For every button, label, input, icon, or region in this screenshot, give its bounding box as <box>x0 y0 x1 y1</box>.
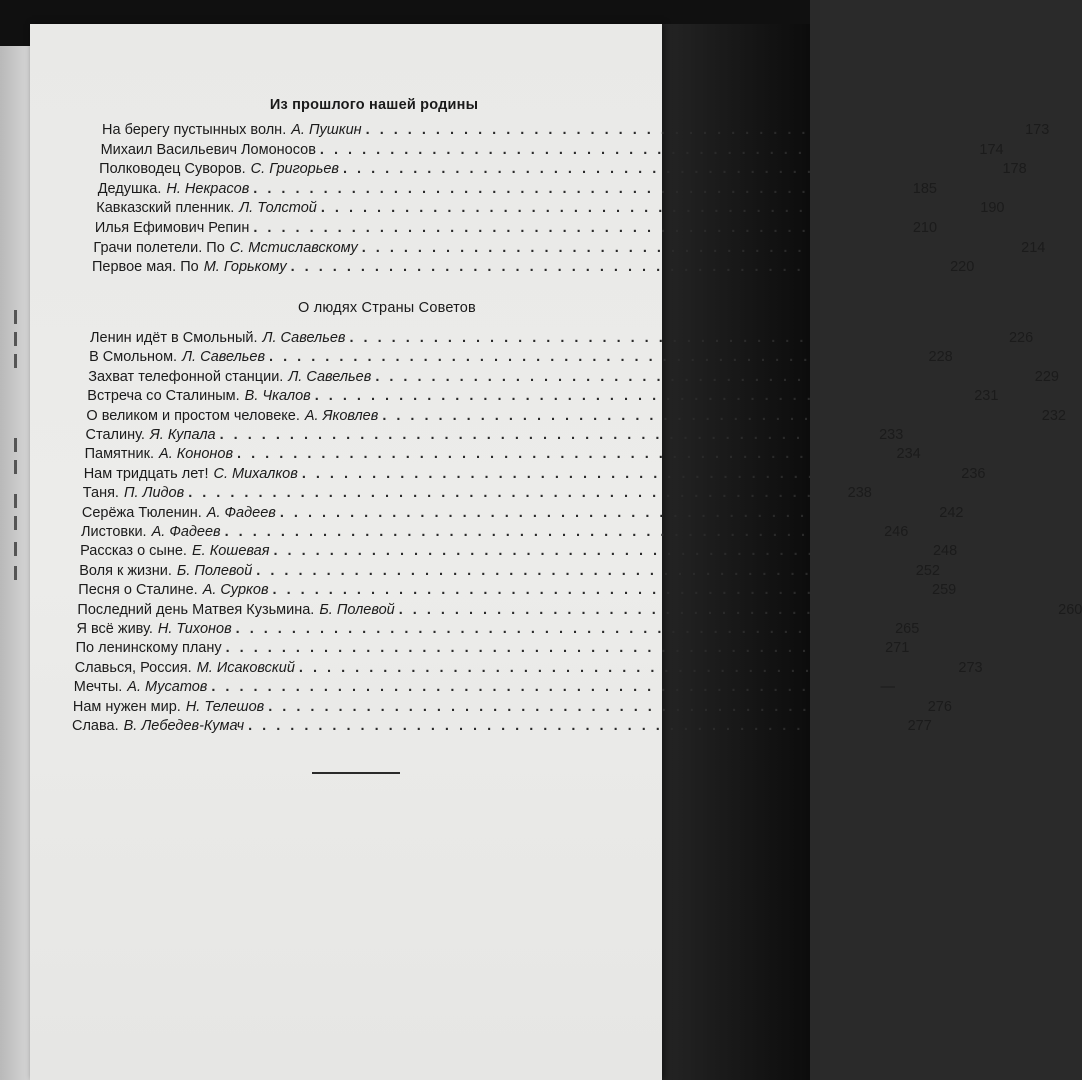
entry-page-number: 231 <box>974 388 999 405</box>
entry-page-number: 210 <box>912 220 938 236</box>
entry-title: Серёжа Тюленин. <box>81 504 202 521</box>
entry-author: Н. Телешов <box>185 698 265 715</box>
leader-dots: . . . . . . . . . . . . . . . . . . . . . . . . . . . . . . . . . . . . . . . . . . . . . . . <box>290 259 945 276</box>
entry-page-number: 220 <box>950 259 975 276</box>
entry-author: Л. Савельев <box>288 368 372 385</box>
leader-dots: . . . . . . . . . . . . . . . . . . . . . . . . . . . . . . . . . . . . . . . . . . . . . . . <box>211 679 866 696</box>
toc-entry <box>81 524 909 544</box>
entry-author: В. Лебедев-Кумач <box>123 718 245 734</box>
section-title-1: Из прошлого нашей родины <box>269 97 479 113</box>
entry-page-number: 185 <box>912 180 937 197</box>
entry-page-number: 242 <box>939 504 964 521</box>
toc-entry <box>72 718 932 738</box>
entry-page-number: — <box>880 679 896 696</box>
entry-author: С. Григорьев <box>250 161 339 178</box>
entry-page-number: 233 <box>879 427 904 443</box>
entry-title: Захват телефонной станции. <box>88 368 284 385</box>
entry-author: Б. Полевой <box>176 562 253 579</box>
entry-title: По ленинскому плану <box>75 640 222 657</box>
toc-entry <box>73 679 896 699</box>
entry-page-number: 259 <box>932 582 957 599</box>
entry-title: Грачи полетели. По <box>93 239 225 256</box>
entry-page-number: 229 <box>1034 368 1059 385</box>
entry-title: Листовки. <box>81 524 147 540</box>
entry-title: Нам тридцать лет! <box>83 465 209 482</box>
entry-title: В Смольном. <box>89 349 178 366</box>
entry-author: С. Мстиславскому <box>229 239 358 256</box>
entry-author: Е. Кошевая <box>191 543 270 560</box>
leader-dots: . . . . . . . . . . . . . . . . . . . . . . . . . . . . . . . . . . . . . . . . . . . . . . . <box>225 640 880 657</box>
entry-page-number: 260 <box>1058 601 1082 618</box>
toc-entry <box>75 640 910 660</box>
entry-author: А. Кононов <box>159 446 234 463</box>
toc-entry <box>99 161 1027 181</box>
entry-author: Л. Савельев <box>262 330 346 346</box>
entry-title: Мечты. <box>73 679 123 696</box>
entry-page-number: 271 <box>885 640 910 657</box>
toc-entry <box>77 601 1082 622</box>
entry-page-number: 190 <box>980 200 1005 217</box>
toc-entry <box>102 122 1050 142</box>
entry-page-number: 232 <box>1041 407 1066 424</box>
leader-dots: . . . . . . . . . . . . . . . . . . . . . . . . . . . . . . . . . . . . . . . . . . . . . . . <box>256 562 910 579</box>
toc-entry <box>74 659 983 680</box>
toc-entry <box>78 582 957 602</box>
toc-entry <box>89 349 953 369</box>
toc-entry <box>92 259 975 279</box>
entry-author: Я. Купала <box>149 427 216 443</box>
toc-entry <box>88 368 1059 389</box>
leader-dots: . . . . . . . . . . . . . . . . . . . . . . . . . . . . . . . . . . . . . . . . . . . . . . . <box>314 388 969 405</box>
entry-author: Л. Савельев <box>182 349 266 366</box>
entry-author: М. Исаковский <box>196 659 295 676</box>
entry-author: А. Пушкин <box>291 122 362 138</box>
leader-dots: . . . . . . . . . . . . . . . . . . . . . . . . . . . . . . . . . . . . . . . . . . . . . . . <box>188 485 842 502</box>
entry-title: Илья Ефимович Репин <box>94 220 250 236</box>
leader-dots: . . . . . . . . . . . . . . . . . . . . . . . . . . . . . . . . . . . . . . . . . . . . . . . <box>301 465 956 482</box>
leader-dots: . . . . . . . . . . . . . . . . . . . . . . . . . . . . . . . . . . . . . . . . . . . . . . . <box>253 220 908 236</box>
entry-author: Н. Некрасов <box>166 180 250 197</box>
entry-page-number: 178 <box>1002 161 1027 178</box>
leader-dots: . . . . . . . . . . . . . . . . . . . . . . . . . . . . . . . . . . . . . . . . . . . . . . . <box>273 543 928 560</box>
section-title-2: О людях Страны Советов <box>298 300 476 316</box>
entry-page-number: 236 <box>961 465 986 482</box>
entry-title: Сталину. <box>85 427 145 443</box>
leader-dots: . . . . . . . . . . . . . . . . . . . . . . . . . . . . . . . . . . . . . . . . . . . . . . . <box>298 659 953 676</box>
entry-title: О великом и простом человеке. <box>86 407 300 424</box>
leader-dots: . . . . . . . . . . . . . . . . . . . . . . . . . . . . . . . . . . . . . . . . . . . . . . . <box>253 180 907 197</box>
entry-page-number: 238 <box>847 485 872 502</box>
leader-dots: . . . . . . . . . . . . . . . . . . . . . . . . . . . . . . . . . . . . . . . . . . . . . . . <box>272 582 927 599</box>
entry-title: Дедушка. <box>97 180 162 197</box>
toc-entry <box>87 388 999 408</box>
leader-dots: . . . . . . . . . . . . . . . . . . . . . . . . . . . . . . . . . . . . . . . . . . . . . . . <box>342 161 997 178</box>
leader-dots: . . . . . . . . . . . . . . . . . . . . . . . . . . . . . . . . . . . . . . . . . . . . . . . <box>248 718 902 734</box>
entry-author: А. Яковлев <box>304 407 379 424</box>
entry-author: В. Чкалов <box>244 388 311 405</box>
toc-entry <box>72 698 952 719</box>
entry-page-number: 228 <box>928 349 953 366</box>
leader-dots: . . . . . . . . . . . . . . . . . . . . . . . . . . . . . . . . . . . . . . . . . . . . . . . <box>382 407 1036 424</box>
entry-page-number: 234 <box>896 446 921 463</box>
entry-page-number: 277 <box>907 718 932 734</box>
leader-dots: . . . . . . . . . . . . . . . . . . . . . . . . . . . . . . . . . . . . . . . . . . . . . . . <box>361 239 1016 256</box>
entry-title: Нам нужен мир. <box>72 698 181 715</box>
entry-title: Полководец Суворов. <box>99 161 246 178</box>
toc-entry <box>80 543 958 563</box>
leader-dots: . . . . . . . . . . . . . . . . . . . . . . . . . . . . . . . . . . . . . . . . . . . . . . . <box>235 621 890 637</box>
entry-title: Михаил Васильевич Ломоносов <box>100 141 316 158</box>
toc-entry <box>90 330 1034 350</box>
toc-entry <box>94 220 938 240</box>
adjacent-page-edge <box>0 310 30 610</box>
leader-dots: . . . . . . . . . . . . . . . . . . . . . . . . . . . . . . . . . . . . . . . . . . . . . . . <box>365 122 1020 138</box>
entry-page-number: 252 <box>915 562 940 579</box>
toc-entry <box>83 465 986 486</box>
toc-entry <box>82 485 872 505</box>
entry-author: Л. Толстой <box>239 200 317 217</box>
entry-title: Ленин идёт в Смольный. <box>90 330 258 346</box>
entry-page-number: 214 <box>1021 239 1046 256</box>
entry-page-number: 246 <box>884 524 909 540</box>
toc-entry <box>93 239 1046 260</box>
entry-title: Последний день Матвея Кузьмина. <box>77 601 315 618</box>
entry-title: Первое мая. По <box>92 259 199 276</box>
entry-author: А. Фадеев <box>206 504 276 521</box>
entry-page-number: 173 <box>1025 122 1050 138</box>
leader-dots: . . . . . . . . . . . . . . . . . . . . . . . . . . . . . . . . . . . . . . . . . . . . . . . <box>349 330 1004 346</box>
entry-page-number: 276 <box>927 698 952 715</box>
entry-title: Славься, Россия. <box>74 659 192 676</box>
leader-dots: . . . . . . . . . . . . . . . . . . . . . . . . . . . . . . . . . . . . . . . . . . . . . . . <box>268 698 922 715</box>
toc-entry <box>81 504 964 525</box>
entry-author: А. Мусатов <box>127 679 208 696</box>
entry-author: А. Сурков <box>202 582 269 599</box>
entry-title: Я всё живу. <box>76 621 153 637</box>
entry-title: На берегу пустынных волн. <box>102 122 287 138</box>
leader-dots: . . . . . . . . . . . . . . . . . . . . . . . . . . . . . . . . . . . . . . . . . . . . . . . <box>320 200 975 217</box>
entry-title: Слава. <box>72 718 119 734</box>
entry-page-number: 273 <box>958 659 983 676</box>
toc-entry <box>79 562 940 583</box>
leader-dots: . . . . . . . . . . . . . . . . . . . . . . . . . . . . . . . . . . . . . . . . . . . . . . . <box>319 141 974 158</box>
entry-author: П. Лидов <box>123 485 185 502</box>
toc-entry <box>85 427 904 447</box>
leader-dots: . . . . . . . . . . . . . . . . . . . . . . . . . . . . . . . . . . . . . . . . . . . . . . . <box>269 349 923 366</box>
entry-author: А. Фадеев <box>151 524 221 540</box>
toc-entry <box>84 446 921 466</box>
entry-title: Рассказ о сыне. <box>80 543 187 560</box>
toc-entry <box>76 621 920 641</box>
leader-dots: . . . . . . . . . . . . . . . . . . . . . . . . . . . . . . . . . . . . . . . . . . . . . . . <box>237 446 891 463</box>
toc-entry <box>96 200 1005 220</box>
entry-page-number: 226 <box>1008 330 1034 346</box>
leader-dots: . . . . . . . . . . . . . . . . . . . . . . . . . . . . . . . . . . . . . . . . . . . . . . . <box>224 524 879 540</box>
toc-entry <box>86 407 1066 428</box>
entry-author: М. Горькому <box>203 259 287 276</box>
entry-author: Б. Полевой <box>319 601 395 618</box>
toc-entry <box>100 141 1004 162</box>
entry-page-number: 248 <box>932 543 958 560</box>
entry-title: Таня. <box>82 485 119 502</box>
entry-title: Песня о Сталине. <box>78 582 198 599</box>
entry-title: Воля к жизни. <box>79 562 172 579</box>
entry-page-number: 265 <box>895 621 920 637</box>
entry-title: Памятник. <box>84 446 155 463</box>
entry-page-number: 174 <box>979 141 1004 158</box>
closing-rule <box>312 772 400 774</box>
entry-author: Н. Тихонов <box>157 621 232 637</box>
leader-dots: . . . . . . . . . . . . . . . . . . . . . . . . . . . . . . . . . . . . . . . . . . . . . . . <box>219 427 874 443</box>
leader-dots: . . . . . . . . . . . . . . . . . . . . . . . . . . . . . . . . . . . . . . . . . . . . . . . <box>375 368 1029 385</box>
toc-entry <box>97 180 937 201</box>
leader-dots: . . . . . . . . . . . . . . . . . . . . . . . . . . . . . . . . . . . . . . . . . . . . . . . <box>398 601 1053 618</box>
entry-author: С. Михалков <box>213 465 298 482</box>
entry-title: Кавказский пленник. <box>96 200 235 217</box>
leader-dots: . . . . . . . . . . . . . . . . . . . . . . . . . . . . . . . . . . . . . . . . . . . . . . . <box>279 504 934 521</box>
entry-title: Встреча со Сталиным. <box>87 388 240 405</box>
